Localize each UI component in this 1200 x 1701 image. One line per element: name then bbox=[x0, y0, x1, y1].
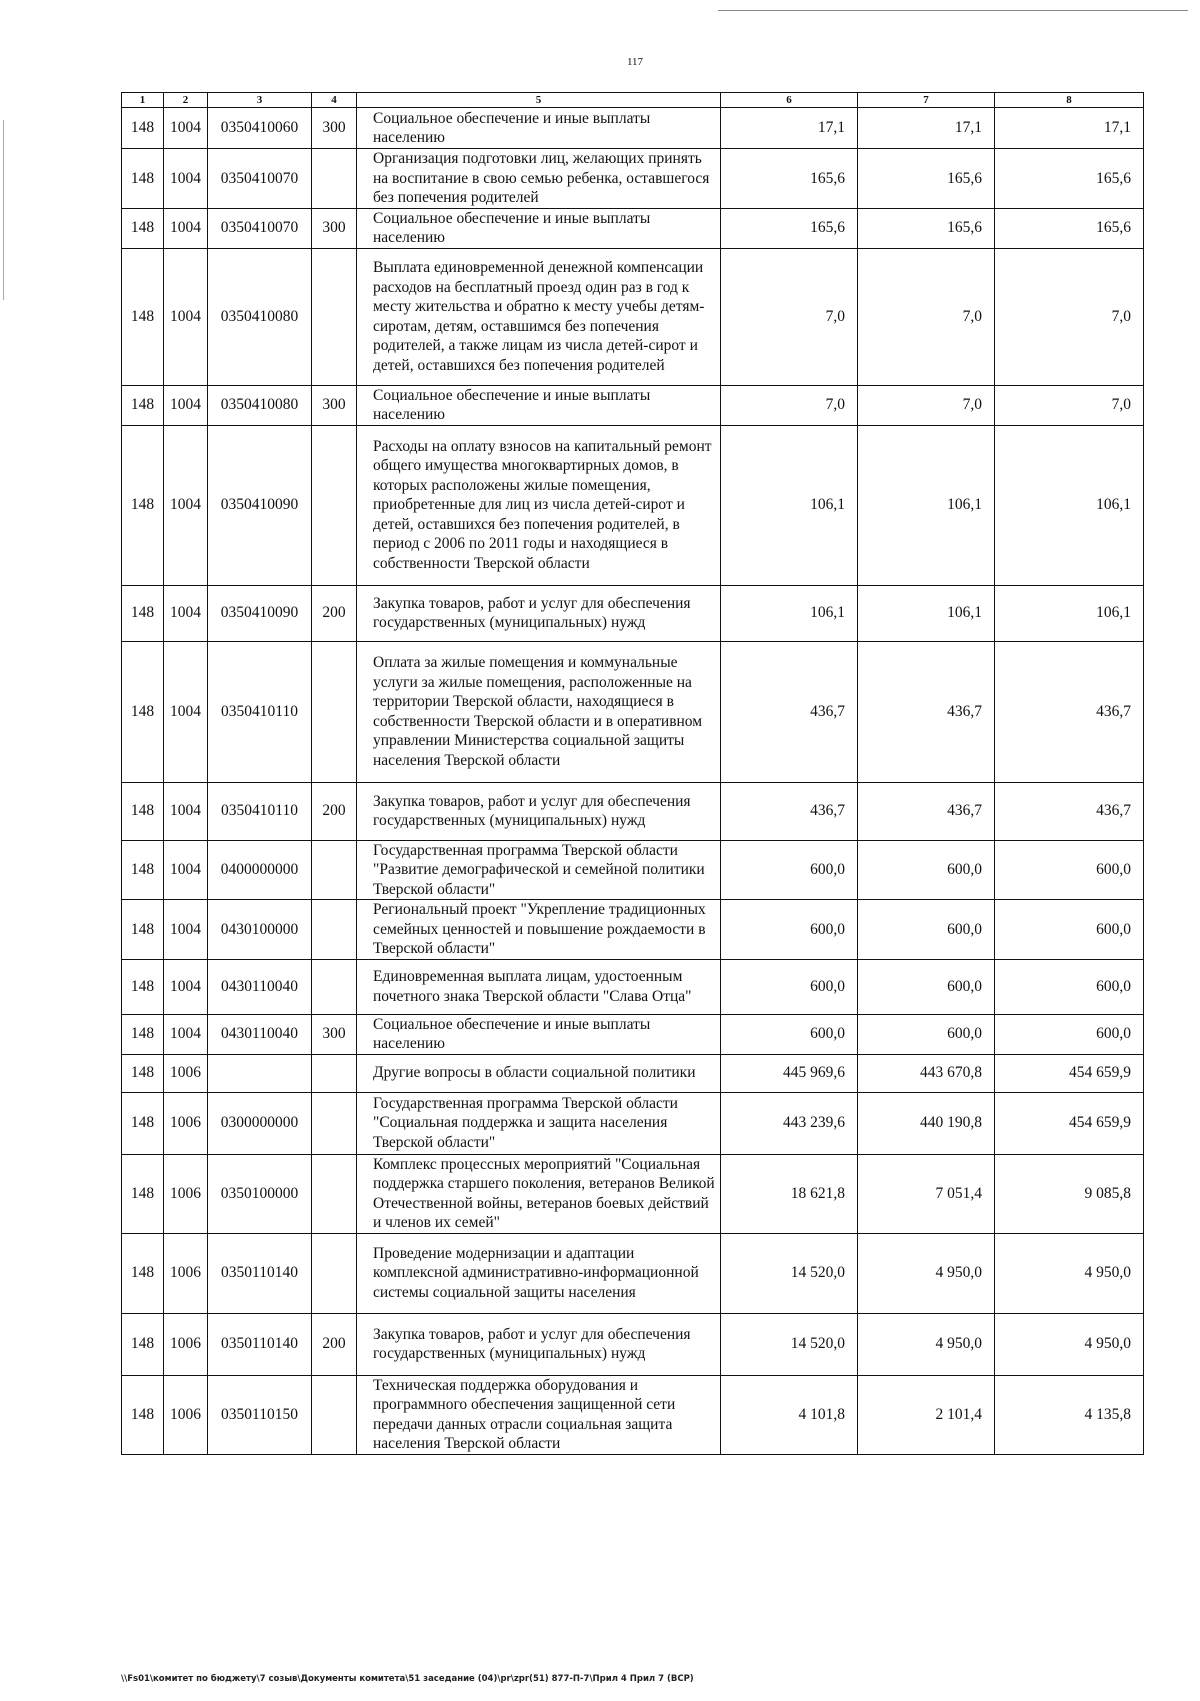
cell-target-article: 0350100000 bbox=[208, 1154, 312, 1233]
cell-section-code: 1004 bbox=[164, 959, 208, 1014]
cell-amount-col8: 17,1 bbox=[995, 108, 1144, 149]
cell-section-code: 1004 bbox=[164, 840, 208, 900]
cell-amount-col8: 165,6 bbox=[995, 208, 1144, 248]
header-col-8: 8 bbox=[995, 93, 1144, 108]
cell-amount-col6: 443 239,6 bbox=[721, 1092, 858, 1154]
cell-item-name: Единовременная выплата лицам, удостоенным почетного знака Тверской области "Слава Отца" bbox=[357, 959, 721, 1014]
cell-section-code: 1006 bbox=[164, 1092, 208, 1154]
cell-expense-type bbox=[312, 425, 357, 585]
table-row bbox=[122, 1154, 1144, 1233]
cell-section-code: 1004 bbox=[164, 385, 208, 425]
cell-item-name: Социальное обеспечение и иные выплаты населению bbox=[357, 208, 721, 248]
cell-admin-code: 148 bbox=[122, 248, 164, 385]
table-row bbox=[122, 1313, 1144, 1375]
cell-section-code: 1004 bbox=[164, 1014, 208, 1054]
cell-admin-code: 148 bbox=[122, 1054, 164, 1092]
cell-expense-type: 200 bbox=[312, 1313, 357, 1375]
cell-admin-code: 148 bbox=[122, 108, 164, 149]
table-row bbox=[122, 1014, 1144, 1054]
cell-expense-type bbox=[312, 1375, 357, 1454]
cell-admin-code: 148 bbox=[122, 585, 164, 641]
cell-target-article: 0400000000 bbox=[208, 840, 312, 900]
cell-expense-type bbox=[312, 149, 357, 209]
cell-amount-col6: 600,0 bbox=[721, 959, 858, 1014]
cell-item-name: Другие вопросы в области социальной политики bbox=[357, 1054, 721, 1092]
cell-amount-col6: 600,0 bbox=[721, 900, 858, 960]
table-row bbox=[122, 425, 1144, 585]
cell-expense-type bbox=[312, 1154, 357, 1233]
table-row bbox=[122, 149, 1144, 209]
cell-section-code: 1004 bbox=[164, 108, 208, 149]
cell-section-code: 1004 bbox=[164, 585, 208, 641]
table-row bbox=[122, 1375, 1144, 1454]
cell-item-name: Государственная программа Тверской области "Развитие демографической и семейной политики Тверской области" bbox=[357, 840, 721, 900]
cell-amount-col7: 436,7 bbox=[858, 641, 995, 782]
cell-amount-col7: 600,0 bbox=[858, 900, 995, 960]
cell-amount-col7: 7,0 bbox=[858, 385, 995, 425]
cell-amount-col7: 7,0 bbox=[858, 248, 995, 385]
cell-admin-code: 148 bbox=[122, 1233, 164, 1313]
cell-amount-col8: 4 950,0 bbox=[995, 1233, 1144, 1313]
cell-amount-col6: 600,0 bbox=[721, 1014, 858, 1054]
cell-admin-code: 148 bbox=[122, 385, 164, 425]
cell-amount-col7: 600,0 bbox=[858, 840, 995, 900]
cell-item-name: Закупка товаров, работ и услуг для обеспечения государственных (муниципальных) нужд bbox=[357, 782, 721, 840]
cell-amount-col7: 165,6 bbox=[858, 149, 995, 209]
cell-item-name: Закупка товаров, работ и услуг для обеспечения государственных (муниципальных) нужд bbox=[357, 1313, 721, 1375]
cell-expense-type: 200 bbox=[312, 585, 357, 641]
cell-expense-type bbox=[312, 1233, 357, 1313]
cell-amount-col6: 14 520,0 bbox=[721, 1313, 858, 1375]
cell-amount-col7: 106,1 bbox=[858, 585, 995, 641]
cell-amount-col7: 600,0 bbox=[858, 959, 995, 1014]
table-row bbox=[122, 959, 1144, 1014]
cell-target-article: 0350410080 bbox=[208, 385, 312, 425]
budget-table bbox=[121, 92, 1144, 1455]
scan-edge-line bbox=[718, 10, 1188, 11]
table-row bbox=[122, 585, 1144, 641]
cell-amount-col8: 454 659,9 bbox=[995, 1092, 1144, 1154]
cell-item-name: Оплата за жилые помещения и коммунальные услуги за жилые помещения, расположенные на территории Тверской области, находящиеся в собственности Тверской области и в оперативном управлении Министерства социальной защиты населения Тверской области bbox=[357, 641, 721, 782]
cell-amount-col8: 436,7 bbox=[995, 782, 1144, 840]
cell-amount-col8: 165,6 bbox=[995, 149, 1144, 209]
cell-amount-col8: 106,1 bbox=[995, 585, 1144, 641]
cell-amount-col8: 436,7 bbox=[995, 641, 1144, 782]
cell-expense-type: 300 bbox=[312, 208, 357, 248]
cell-target-article: 0430110040 bbox=[208, 959, 312, 1014]
cell-amount-col8: 600,0 bbox=[995, 959, 1144, 1014]
cell-admin-code: 148 bbox=[122, 900, 164, 960]
cell-admin-code: 148 bbox=[122, 641, 164, 782]
cell-section-code: 1004 bbox=[164, 248, 208, 385]
cell-amount-col6: 17,1 bbox=[721, 108, 858, 149]
table-row bbox=[122, 900, 1144, 960]
table-row bbox=[122, 248, 1144, 385]
cell-item-name: Социальное обеспечение и иные выплаты населению bbox=[357, 108, 721, 149]
cell-section-code: 1006 bbox=[164, 1154, 208, 1233]
cell-amount-col6: 18 621,8 bbox=[721, 1154, 858, 1233]
cell-amount-col8: 600,0 bbox=[995, 1014, 1144, 1054]
header-col-7: 7 bbox=[858, 93, 995, 108]
cell-target-article: 0350410110 bbox=[208, 641, 312, 782]
cell-amount-col6: 106,1 bbox=[721, 425, 858, 585]
cell-section-code: 1004 bbox=[164, 782, 208, 840]
cell-amount-col6: 165,6 bbox=[721, 149, 858, 209]
cell-amount-col7: 4 950,0 bbox=[858, 1313, 995, 1375]
table-row bbox=[122, 641, 1144, 782]
table-row bbox=[122, 1233, 1144, 1313]
cell-item-name: Социальное обеспечение и иные выплаты населению bbox=[357, 385, 721, 425]
cell-target-article: 0350110140 bbox=[208, 1313, 312, 1375]
cell-amount-col8: 7,0 bbox=[995, 385, 1144, 425]
cell-section-code: 1004 bbox=[164, 641, 208, 782]
table-row bbox=[122, 840, 1144, 900]
table-row bbox=[122, 1054, 1144, 1092]
table-row bbox=[122, 1092, 1144, 1154]
table-header-row bbox=[122, 93, 1144, 108]
cell-target-article: 0350410110 bbox=[208, 782, 312, 840]
header-col-5: 5 bbox=[357, 93, 721, 108]
cell-amount-col7: 443 670,8 bbox=[858, 1054, 995, 1092]
cell-amount-col7: 7 051,4 bbox=[858, 1154, 995, 1233]
table-row bbox=[122, 385, 1144, 425]
cell-amount-col6: 14 520,0 bbox=[721, 1233, 858, 1313]
cell-section-code: 1006 bbox=[164, 1313, 208, 1375]
cell-expense-type bbox=[312, 248, 357, 385]
cell-amount-col6: 600,0 bbox=[721, 840, 858, 900]
cell-amount-col7: 106,1 bbox=[858, 425, 995, 585]
cell-amount-col8: 106,1 bbox=[995, 425, 1144, 585]
cell-target-article bbox=[208, 1054, 312, 1092]
cell-amount-col6: 7,0 bbox=[721, 248, 858, 385]
cell-item-name: Закупка товаров, работ и услуг для обеспечения государственных (муниципальных) нужд bbox=[357, 585, 721, 641]
cell-admin-code: 148 bbox=[122, 1014, 164, 1054]
cell-expense-type bbox=[312, 1054, 357, 1092]
cell-section-code: 1004 bbox=[164, 149, 208, 209]
header-col-1: 1 bbox=[122, 93, 164, 108]
cell-target-article: 0430110040 bbox=[208, 1014, 312, 1054]
file-path-footer: \\Fs01\комитет по бюджету\7 созыв\Документы комитета\51 заседание (04)\pr\zpr(51) 877-П-7\Прил 4 Прил 7 (ВСР) bbox=[121, 1674, 694, 1684]
cell-target-article: 0350110150 bbox=[208, 1375, 312, 1454]
cell-target-article: 0350110140 bbox=[208, 1233, 312, 1313]
header-col-6: 6 bbox=[721, 93, 858, 108]
cell-admin-code: 148 bbox=[122, 149, 164, 209]
cell-amount-col8: 600,0 bbox=[995, 840, 1144, 900]
cell-item-name: Государственная программа Тверской области "Социальная поддержка и защита населения Тверской области" bbox=[357, 1092, 721, 1154]
cell-amount-col7: 440 190,8 bbox=[858, 1092, 995, 1154]
cell-admin-code: 148 bbox=[122, 840, 164, 900]
cell-section-code: 1006 bbox=[164, 1054, 208, 1092]
cell-section-code: 1004 bbox=[164, 208, 208, 248]
table-row bbox=[122, 108, 1144, 149]
cell-item-name: Расходы на оплату взносов на капитальный ремонт общего имущества многоквартирных домов, в которых расположены жилые помещения, приобретенные для лиц из числа детей-сирот и детей, оставшихся без попечения родителей, в период с 2006 по 2011 годы и находящиеся в собственности Тверской области bbox=[357, 425, 721, 585]
cell-section-code: 1004 bbox=[164, 900, 208, 960]
cell-item-name: Проведение модернизации и адаптации комплексной административно-информационной системы социальной защиты населения bbox=[357, 1233, 721, 1313]
cell-target-article: 0430100000 bbox=[208, 900, 312, 960]
cell-admin-code: 148 bbox=[122, 959, 164, 1014]
cell-amount-col7: 17,1 bbox=[858, 108, 995, 149]
cell-amount-col7: 436,7 bbox=[858, 782, 995, 840]
cell-admin-code: 148 bbox=[122, 1154, 164, 1233]
cell-amount-col6: 165,6 bbox=[721, 208, 858, 248]
cell-amount-col6: 106,1 bbox=[721, 585, 858, 641]
cell-item-name: Социальное обеспечение и иные выплаты населению bbox=[357, 1014, 721, 1054]
cell-expense-type: 300 bbox=[312, 1014, 357, 1054]
cell-item-name: Региональный проект "Укрепление традиционных семейных ценностей и повышение рождаемости в Тверской области" bbox=[357, 900, 721, 960]
cell-expense-type: 200 bbox=[312, 782, 357, 840]
cell-amount-col8: 7,0 bbox=[995, 248, 1144, 385]
cell-section-code: 1006 bbox=[164, 1233, 208, 1313]
cell-amount-col8: 454 659,9 bbox=[995, 1054, 1144, 1092]
cell-expense-type: 300 bbox=[312, 108, 357, 149]
cell-admin-code: 148 bbox=[122, 425, 164, 585]
page-number: 117 bbox=[626, 56, 644, 68]
cell-amount-col6: 7,0 bbox=[721, 385, 858, 425]
cell-amount-col7: 2 101,4 bbox=[858, 1375, 995, 1454]
cell-amount-col8: 4 135,8 bbox=[995, 1375, 1144, 1454]
cell-item-name: Выплата единовременной денежной компенсации расходов на бесплатный проезд один раз в год к месту жительства и обратно к месту учебы детям-сиротам, детям, оставшимся без попечения родителей, а также лицам из числа детей-сирот и детей, оставшихся без попечения родителей bbox=[357, 248, 721, 385]
cell-admin-code: 148 bbox=[122, 1375, 164, 1454]
cell-target-article: 0350410090 bbox=[208, 425, 312, 585]
cell-amount-col7: 165,6 bbox=[858, 208, 995, 248]
cell-target-article: 0350410070 bbox=[208, 149, 312, 209]
cell-amount-col6: 4 101,8 bbox=[721, 1375, 858, 1454]
cell-amount-col7: 600,0 bbox=[858, 1014, 995, 1054]
cell-amount-col8: 9 085,8 bbox=[995, 1154, 1144, 1233]
cell-amount-col6: 445 969,6 bbox=[721, 1054, 858, 1092]
cell-expense-type bbox=[312, 641, 357, 782]
cell-section-code: 1004 bbox=[164, 425, 208, 585]
cell-expense-type bbox=[312, 840, 357, 900]
cell-expense-type: 300 bbox=[312, 385, 357, 425]
header-col-4: 4 bbox=[312, 93, 357, 108]
cell-item-name: Техническая поддержка оборудования и программного обеспечения защищенной сети передачи данных отрасли социальная защита населения Тверской области bbox=[357, 1375, 721, 1454]
cell-expense-type bbox=[312, 1092, 357, 1154]
cell-item-name: Комплекс процессных мероприятий "Социальная поддержка старшего поколения, ветеранов Великой Отечественной войны, ветеранов боевых действий и членов их семей" bbox=[357, 1154, 721, 1233]
header-col-2: 2 bbox=[164, 93, 208, 108]
cell-admin-code: 148 bbox=[122, 1313, 164, 1375]
cell-admin-code: 148 bbox=[122, 208, 164, 248]
cell-target-article: 0350410090 bbox=[208, 585, 312, 641]
cell-amount-col8: 600,0 bbox=[995, 900, 1144, 960]
cell-expense-type bbox=[312, 959, 357, 1014]
cell-expense-type bbox=[312, 900, 357, 960]
header-col-3: 3 bbox=[208, 93, 312, 108]
cell-section-code: 1006 bbox=[164, 1375, 208, 1454]
table-row bbox=[122, 208, 1144, 248]
cell-target-article: 0350410080 bbox=[208, 248, 312, 385]
cell-item-name: Организация подготовки лиц, желающих принять на воспитание в свою семью ребенка, оставшегося без попечения родителей bbox=[357, 149, 721, 209]
cell-admin-code: 148 bbox=[122, 782, 164, 840]
cell-amount-col8: 4 950,0 bbox=[995, 1313, 1144, 1375]
cell-amount-col6: 436,7 bbox=[721, 782, 858, 840]
cell-amount-col6: 436,7 bbox=[721, 641, 858, 782]
cell-target-article: 0350410070 bbox=[208, 208, 312, 248]
cell-admin-code: 148 bbox=[122, 1092, 164, 1154]
table-row bbox=[122, 782, 1144, 840]
cell-amount-col7: 4 950,0 bbox=[858, 1233, 995, 1313]
scan-margin-line bbox=[3, 120, 4, 300]
cell-target-article: 0350410060 bbox=[208, 108, 312, 149]
table-body bbox=[122, 108, 1144, 1455]
cell-target-article: 0300000000 bbox=[208, 1092, 312, 1154]
